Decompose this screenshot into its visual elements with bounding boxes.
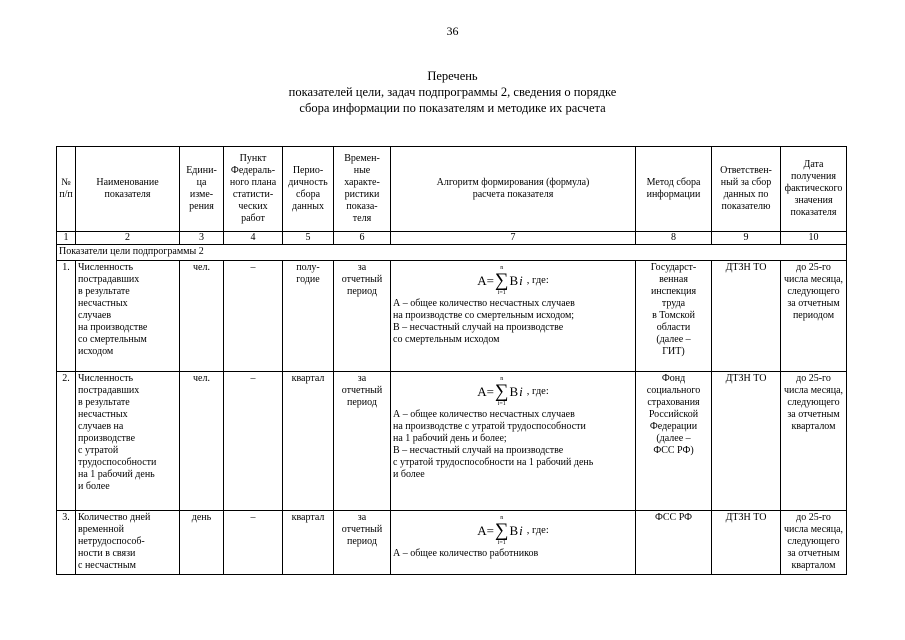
sum-lower: i=1: [497, 290, 506, 296]
header-row: [57, 147, 847, 232]
col-number: 7: [391, 232, 636, 245]
col-number: 5: [283, 232, 334, 245]
algorithm-cell: [391, 261, 636, 372]
algorithm-cell: [391, 372, 636, 511]
formula-description: А – общее количество несчастных случаев на производстве с утратой трудоспособности на 1 рабочий день и более; В – несчастный случай на производстве с утратой трудоспособности на 1 рабочий день и более: [393, 409, 594, 480]
collection-method: ФСС РФ: [636, 511, 712, 575]
time-characteristic: за отчетный период: [334, 372, 391, 511]
actual-value-date: до 25-го числа месяца, следующего за отчетным кварталом: [781, 511, 847, 575]
table-row: [57, 372, 847, 511]
row-number: 2.: [57, 372, 76, 511]
header-name: Наименование показателя: [76, 147, 180, 232]
sum-upper: n: [500, 515, 504, 521]
title-line-2: показателей цели, задач подпрограммы 2, сведения о порядке: [288, 85, 617, 99]
header-plan: Пункт Федераль- ного плана статисти- ческих работ: [224, 147, 283, 232]
collection-method: Государст- венная инспекция труда в Томской области (далее – ГИТ): [636, 261, 712, 372]
header-period: Перио- дичность сбора данных: [283, 147, 334, 232]
formula-tail: , где:: [526, 275, 549, 286]
time-characteristic: за отчетный период: [334, 261, 391, 372]
col-number: 2: [76, 232, 180, 245]
time-characteristic: за отчетный период: [334, 511, 391, 575]
formula-tail: , где:: [526, 525, 549, 536]
sum-upper: n: [500, 265, 504, 271]
col-number: 4: [224, 232, 283, 245]
formula-lhs: A=: [477, 523, 494, 538]
title-line-1: Перечень: [427, 69, 478, 83]
formula-index: i: [519, 523, 523, 538]
sum-lower: i=1: [497, 401, 506, 407]
responsible: ДТЗН ТО: [712, 261, 781, 372]
sum-icon: n ∑ i=1: [494, 265, 509, 296]
federal-plan-item: –: [224, 261, 283, 372]
formula-lhs: A=: [477, 384, 494, 399]
collection-period: квартал: [283, 511, 334, 575]
document-title: [0, 68, 905, 116]
row-number: 1.: [57, 261, 76, 372]
table-row: [57, 261, 847, 372]
collection-method: Фонд социального страхования Российской Федерации (далее – ФСС РФ): [636, 372, 712, 511]
formula: [393, 373, 633, 409]
col-number: 9: [712, 232, 781, 245]
federal-plan-item: –: [224, 511, 283, 575]
sum-icon: n ∑ i=1: [494, 515, 509, 546]
responsible: ДТЗН ТО: [712, 511, 781, 575]
formula-tail: , где:: [526, 386, 549, 397]
row-number: 3.: [57, 511, 76, 575]
section-row: [57, 245, 847, 261]
responsible: ДТЗН ТО: [712, 372, 781, 511]
formula-var: B: [509, 273, 519, 288]
formula-description: А – общее количество работников: [393, 548, 539, 559]
header-responsible: Ответствен- ный за сбор данных по показателю: [712, 147, 781, 232]
section-title: Показатели цели подпрограммы 2: [57, 245, 847, 261]
header-time: Времен- ные характе- ристики показа- теля: [334, 147, 391, 232]
header-date: Дата получения фактического значения показателя: [781, 147, 847, 232]
sum-upper: n: [500, 376, 504, 382]
table-row: [57, 511, 847, 575]
header-num: № п/п: [57, 147, 76, 232]
formula: [393, 262, 633, 298]
formula-lhs: A=: [477, 273, 494, 288]
sum-lower: i=1: [497, 540, 506, 546]
unit: день: [180, 511, 224, 575]
header-unit: Едини- ца изме- рения: [180, 147, 224, 232]
sum-icon: n ∑ i=1: [494, 376, 509, 407]
indicator-name: Численность пострадавших в результате несчастных случаев на производстве со смертельным исходом: [76, 261, 180, 372]
algorithm-cell: [391, 511, 636, 575]
col-number: 8: [636, 232, 712, 245]
collection-period: полу- годие: [283, 261, 334, 372]
collection-period: квартал: [283, 372, 334, 511]
formula: [393, 512, 633, 548]
col-number: 6: [334, 232, 391, 245]
page-number: 36: [446, 24, 459, 38]
actual-value-date: до 25-го числа месяца, следующего за отчетным кварталом: [781, 372, 847, 511]
indicator-name: Количество дней временной нетрудоспособ- ности в связи с несчастным: [76, 511, 180, 575]
formula-index: i: [519, 273, 523, 288]
header-method: Метод сбора информации: [636, 147, 712, 232]
table-body: [57, 261, 847, 575]
formula-index: i: [519, 384, 523, 399]
col-number: 1: [57, 232, 76, 245]
unit: чел.: [180, 372, 224, 511]
indicator-name: Численность пострадавших в результате несчастных случаев на производстве с утратой трудоспособности на 1 рабочий день и более: [76, 372, 180, 511]
col-number: 10: [781, 232, 847, 245]
col-number: 3: [180, 232, 224, 245]
formula-var: B: [509, 384, 519, 399]
formula-description: А – общее количество несчастных случаев на производстве со смертельным исходом; В – несчастный случай на производстве со смертельным исходом: [393, 298, 575, 345]
indicators-table: [56, 146, 847, 575]
header-algorithm: Алгоритм формирования (формула) расчета показателя: [391, 147, 636, 232]
formula-var: B: [509, 523, 519, 538]
title-line-3: сбора информации по показателям и методике их расчета: [299, 101, 606, 115]
actual-value-date: до 25-го числа месяца, следующего за отчетным периодом: [781, 261, 847, 372]
unit: чел.: [180, 261, 224, 372]
federal-plan-item: –: [224, 372, 283, 511]
column-numbers-row: [57, 232, 847, 245]
